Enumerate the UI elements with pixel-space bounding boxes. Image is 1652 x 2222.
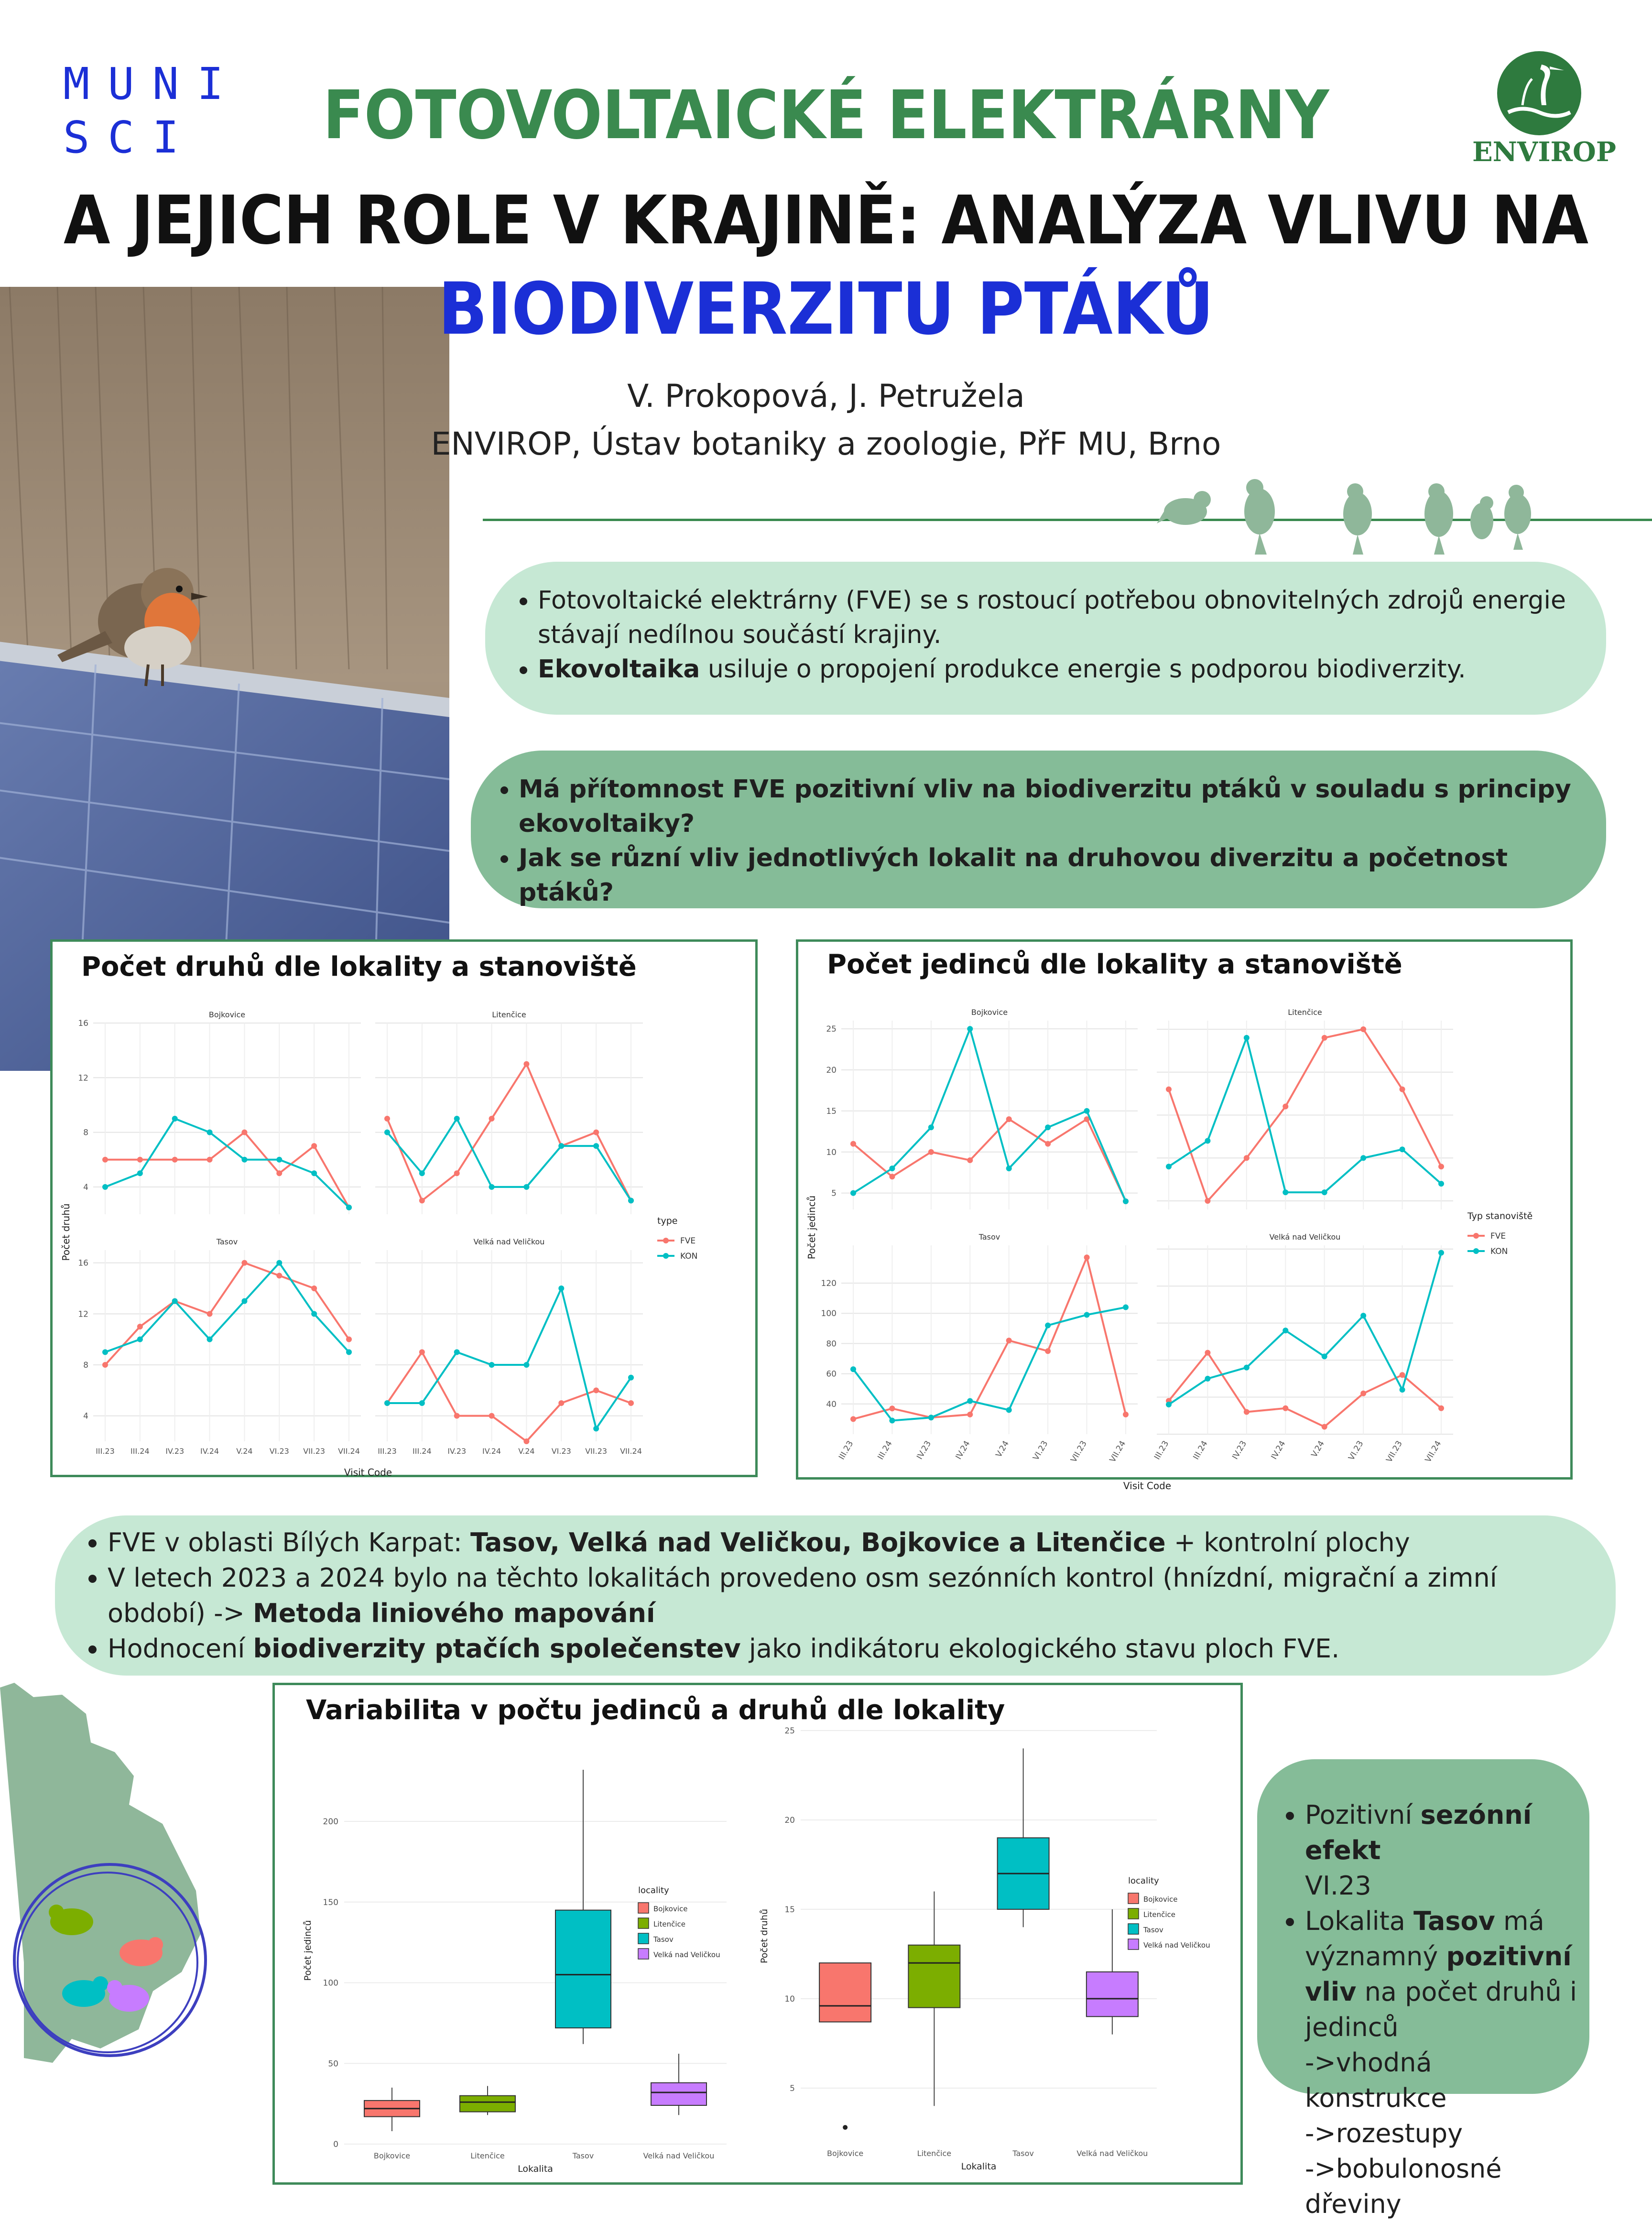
data-point-kon <box>1438 1181 1444 1187</box>
data-point-kon <box>1282 1328 1288 1333</box>
x-tick-label: IV.24 <box>954 1439 972 1461</box>
data-point-kon <box>207 1130 213 1135</box>
data-point-fve <box>1244 1409 1250 1415</box>
data-point-kon <box>1006 1407 1012 1413</box>
result-item-2-bold2: pozitivní vliv <box>1305 1941 1572 2007</box>
legend-key <box>1128 1908 1139 1919</box>
legend-key-point <box>1473 1233 1479 1239</box>
legend-key <box>1128 1939 1139 1950</box>
data-point-kon <box>346 1349 352 1355</box>
result-line-a: ->vhodná konstrukce <box>1305 2048 1447 2113</box>
x-tick-label: IV.24 <box>482 1447 501 1456</box>
y-tick-label: 150 <box>323 1897 338 1907</box>
method-item-3-pre: Hodnocení <box>108 1634 253 1664</box>
data-point-fve <box>1400 1372 1405 1378</box>
data-point-kon <box>558 1285 564 1291</box>
legend-label: Tasov <box>1143 1926 1163 1934</box>
data-point-fve <box>593 1387 599 1393</box>
data-point-kon <box>137 1337 143 1342</box>
data-point-kon <box>558 1143 564 1149</box>
x-tick-label: VI.23 <box>1347 1439 1366 1462</box>
x-tick-label: Bojkovice <box>373 2151 411 2160</box>
result-item-1-bold: sezónní efekt <box>1305 1800 1532 1865</box>
y-tick-label: 12 <box>78 1309 88 1319</box>
data-point-fve <box>1438 1164 1444 1169</box>
result-item-1 <box>1305 1797 1580 1904</box>
x-tick-label: Velká nad Veličkou <box>643 2151 715 2160</box>
data-point-kon <box>850 1190 856 1196</box>
data-point-kon <box>102 1349 108 1355</box>
legend-label: KON <box>680 1252 698 1261</box>
data-point-kon <box>1084 1312 1090 1318</box>
data-point-fve <box>172 1157 178 1163</box>
title-line-2: A JEJICH ROLE V KRAJINĚ: ANALÝZA VLIVU NA <box>63 182 1589 260</box>
data-point-kon <box>523 1362 529 1368</box>
data-point-fve <box>311 1143 317 1149</box>
y-tick-label: 16 <box>78 1258 88 1268</box>
data-point-kon <box>489 1184 495 1190</box>
data-point-fve <box>102 1157 108 1163</box>
method-item-3-post: jako indikátoru ekologického stavu ploch FVE. <box>740 1634 1340 1664</box>
data-point-fve <box>419 1349 425 1355</box>
result-item-1-pre: Pozitivní <box>1305 1800 1421 1830</box>
data-point-kon <box>384 1400 390 1406</box>
data-point-fve <box>628 1400 634 1406</box>
x-tick-label: V.24 <box>236 1447 253 1456</box>
y-axis-label: Počet druhů <box>759 1908 770 1964</box>
data-point-fve <box>928 1149 934 1155</box>
box-outlier <box>843 2125 848 2130</box>
y-tick-label: 15 <box>826 1106 837 1116</box>
envirop-logo-emblem <box>1496 50 1582 138</box>
data-point-kon <box>1166 1402 1172 1407</box>
muni-logo-line1: MUNI <box>63 58 242 109</box>
result-item-2-mid: má významný <box>1305 1906 1544 1971</box>
x-tick-label: VI.23 <box>551 1447 571 1456</box>
data-point-fve <box>102 1362 108 1368</box>
data-point-fve <box>1282 1405 1288 1411</box>
method-item-1-post: + kontrolní plochy <box>1165 1527 1410 1558</box>
data-point-fve <box>276 1170 282 1176</box>
authors: V. Prokopová, J. Petružela <box>627 378 1025 414</box>
y-tick-label: 8 <box>83 1361 88 1370</box>
facet-title: Litenčice <box>1288 1008 1322 1017</box>
data-point-kon <box>889 1165 895 1171</box>
affiliation: ENVIROP, Ústav botaniky a zoologie, PřF MU, Brno <box>431 425 1221 462</box>
box-0 <box>819 1963 871 2022</box>
y-tick-label: 60 <box>826 1369 837 1379</box>
result-item-2-pre: Lokalita <box>1305 1906 1414 1936</box>
x-tick-label: Tasov <box>1012 2149 1034 2158</box>
x-tick-label: IV.23 <box>1230 1439 1249 1461</box>
y-tick-label: 0 <box>333 2140 338 2149</box>
legend-label: Litenčice <box>653 1920 686 1928</box>
legend-key-point <box>663 1253 669 1259</box>
data-point-fve <box>967 1412 973 1417</box>
data-point-fve <box>137 1157 143 1163</box>
data-point-fve <box>241 1260 247 1266</box>
envirop-logo-text: ENVIROP <box>1472 136 1616 168</box>
data-point-fve <box>454 1413 460 1419</box>
method-item-2-bold: Metoda liniového mapování <box>253 1598 655 1628</box>
data-point-fve <box>489 1413 495 1419</box>
birds-on-line-illustration <box>1157 478 1539 561</box>
data-point-kon <box>384 1130 390 1135</box>
x-tick-label: IV.23 <box>165 1447 185 1456</box>
x-tick-label: III.23 <box>1152 1439 1171 1461</box>
data-point-kon <box>1322 1353 1327 1359</box>
data-point-kon <box>593 1426 599 1431</box>
data-point-fve <box>1438 1405 1444 1411</box>
data-point-fve <box>384 1116 390 1122</box>
legend-label: Tasov <box>653 1935 674 1944</box>
data-point-fve <box>489 1116 495 1122</box>
x-tick-label: VI.23 <box>269 1447 289 1456</box>
data-point-kon <box>1123 1305 1129 1310</box>
legend-label: FVE <box>680 1236 696 1246</box>
intro-item-2-bold: Ekovoltaika <box>538 655 700 684</box>
data-point-kon <box>1360 1155 1366 1161</box>
data-point-kon <box>1205 1138 1210 1144</box>
facet-title: Velká nad Veličkou <box>473 1237 545 1246</box>
intro-item-1: • Fotovoltaické elektrárny (FVE) se s rostoucí potřebou obnovitelných zdrojů energie stávají nedílnou součástí krajiny. <box>538 583 1577 652</box>
individuals-chart-title: Počet jedinců dle lokality a stanoviště <box>827 949 1402 980</box>
data-point-fve <box>593 1130 599 1135</box>
x-tick-label: III.24 <box>413 1447 432 1456</box>
data-point-fve <box>850 1141 856 1147</box>
questions-bubble <box>471 751 1606 908</box>
legend-label: Bojkovice <box>1143 1895 1178 1904</box>
method-item-2 <box>108 1560 1597 1631</box>
legend-label: KON <box>1490 1247 1508 1256</box>
data-point-fve <box>1360 1391 1366 1396</box>
data-point-fve <box>1006 1338 1012 1343</box>
data-point-kon <box>1244 1365 1250 1371</box>
data-point-fve <box>241 1130 247 1135</box>
x-tick-label: III.24 <box>1191 1439 1210 1461</box>
y-tick-label: 20 <box>826 1066 837 1076</box>
y-tick-label: 100 <box>323 1978 338 1988</box>
x-tick-label: IV.24 <box>200 1447 219 1456</box>
intro-item-2 <box>538 652 1577 686</box>
box-plots <box>275 1685 1240 2182</box>
x-axis-label: Visit Code <box>344 1467 392 1478</box>
box-2 <box>555 1910 611 2028</box>
data-point-kon <box>489 1362 495 1368</box>
result-item-2 <box>1305 1904 1580 2045</box>
y-tick-label: 20 <box>784 1815 795 1825</box>
x-tick-label: VII.23 <box>1384 1439 1404 1464</box>
data-point-kon <box>593 1143 599 1149</box>
box-3 <box>651 2083 706 2105</box>
method-item-1 <box>108 1525 1597 1560</box>
data-point-kon <box>523 1184 529 1190</box>
x-tick-label: III.24 <box>876 1439 894 1461</box>
x-tick-label: Tasov <box>572 2151 594 2160</box>
variability-panel <box>272 1683 1243 2185</box>
y-axis-label: Počet jedinců <box>303 1920 313 1981</box>
data-point-fve <box>967 1157 973 1163</box>
data-point-kon <box>311 1311 317 1317</box>
data-point-kon <box>1045 1124 1051 1130</box>
data-point-kon <box>102 1184 108 1190</box>
x-axis-label: Visit Code <box>1123 1480 1172 1492</box>
data-point-fve <box>1205 1198 1210 1204</box>
data-point-fve <box>1360 1026 1366 1032</box>
data-point-fve <box>1084 1254 1090 1260</box>
x-tick-label: Litenčice <box>470 2151 505 2160</box>
method-item-3-bold: biodiverzity ptačích společenstev <box>253 1634 741 1664</box>
data-point-fve <box>346 1337 352 1342</box>
legend-key <box>1128 1924 1139 1934</box>
muni-logo-line2: SCI <box>63 112 197 163</box>
y-axis-label: Počet druhů <box>60 1203 72 1261</box>
facet-panel <box>375 1250 643 1441</box>
x-tick-label: III.24 <box>130 1447 150 1456</box>
y-tick-label: 5 <box>831 1188 837 1198</box>
data-point-kon <box>1006 1165 1012 1171</box>
x-tick-label: VII.24 <box>1423 1439 1444 1464</box>
data-point-kon <box>419 1400 425 1406</box>
data-point-fve <box>523 1438 529 1444</box>
data-point-fve <box>137 1324 143 1329</box>
legend-label: Bojkovice <box>653 1905 688 1913</box>
data-point-kon <box>241 1157 247 1163</box>
y-tick-label: 200 <box>323 1817 338 1827</box>
facet-title: Litenčice <box>492 1010 526 1019</box>
variability-title: Variabilita v počtu jedinců a druhů dle lokality <box>306 1695 1005 1726</box>
legend-key <box>638 1918 649 1928</box>
data-point-kon <box>628 1375 634 1381</box>
y-tick-label: 10 <box>784 1994 795 2004</box>
data-point-kon <box>207 1337 213 1342</box>
data-point-fve <box>1282 1104 1288 1110</box>
data-point-fve <box>1123 1412 1129 1417</box>
data-point-fve <box>1045 1141 1051 1147</box>
data-point-fve <box>276 1273 282 1278</box>
data-point-fve <box>850 1416 856 1422</box>
x-tick-label: V.24 <box>1309 1439 1327 1460</box>
legend-label: FVE <box>1490 1231 1506 1241</box>
question-1: • Má přítomnost FVE pozitivní vliv na biodiverzitu ptáků v souladu s principy ekovoltaiky? <box>519 772 1577 841</box>
data-point-fve <box>207 1157 213 1163</box>
data-point-kon <box>1322 1189 1327 1195</box>
y-tick-label: 80 <box>826 1339 837 1349</box>
legend-key <box>638 1949 649 1959</box>
data-point-kon <box>454 1116 460 1122</box>
y-tick-label: 25 <box>826 1024 837 1035</box>
facet-panel <box>1157 1245 1453 1434</box>
data-point-kon <box>967 1398 973 1404</box>
x-tick-label: VII.24 <box>1108 1439 1128 1464</box>
x-axis-label: Lokalita <box>518 2164 553 2174</box>
facet-panel <box>93 1023 361 1214</box>
y-tick-label: 50 <box>328 2059 338 2069</box>
legend-title: locality <box>1128 1876 1159 1886</box>
data-point-kon <box>850 1366 856 1372</box>
data-point-kon <box>889 1418 895 1424</box>
data-point-fve <box>1006 1116 1012 1122</box>
y-tick-label: 15 <box>784 1905 795 1915</box>
data-point-fve <box>523 1061 529 1067</box>
x-tick-label: VII.23 <box>303 1447 326 1456</box>
facet-title: Bojkovice <box>208 1010 246 1019</box>
y-tick-label: 4 <box>83 1182 88 1192</box>
data-point-fve <box>889 1174 895 1179</box>
legend-key <box>638 1933 649 1944</box>
x-tick-label: VII.23 <box>585 1447 608 1456</box>
data-point-kon <box>419 1170 425 1176</box>
data-point-fve <box>454 1170 460 1176</box>
data-point-kon <box>1166 1164 1172 1169</box>
data-point-kon <box>1045 1322 1051 1328</box>
data-point-kon <box>1400 1387 1405 1393</box>
methods-bubble <box>55 1515 1616 1676</box>
y-tick-label: 5 <box>790 2083 795 2093</box>
data-point-kon <box>1400 1146 1405 1152</box>
data-point-kon <box>1123 1198 1129 1204</box>
x-tick-label: IV.23 <box>447 1447 467 1456</box>
y-tick-label: 8 <box>83 1128 88 1138</box>
data-point-kon <box>1438 1250 1444 1255</box>
data-point-kon <box>1084 1108 1090 1114</box>
result-line-c: ->bobulonosné dřeviny <box>1305 2154 1502 2219</box>
x-tick-label: IV.23 <box>915 1439 934 1461</box>
question-2: • Jak se různí vliv jednotlivých lokalit na druhovou diverzitu a početnost ptáků? <box>519 841 1577 910</box>
data-point-fve <box>1322 1035 1327 1041</box>
data-point-fve <box>889 1405 895 1411</box>
x-tick-label: III.23 <box>378 1447 397 1456</box>
y-tick-label: 40 <box>826 1399 837 1409</box>
data-point-kon <box>928 1124 934 1130</box>
species-line-chart <box>53 942 755 1478</box>
data-point-fve <box>1166 1087 1172 1092</box>
individuals-chart-panel <box>796 939 1573 1492</box>
data-point-fve <box>1322 1424 1327 1430</box>
data-point-kon <box>241 1298 247 1304</box>
data-point-kon <box>137 1170 143 1176</box>
x-tick-label: VII.23 <box>1069 1439 1089 1464</box>
legend-label: Velká nad Veličkou <box>1143 1941 1210 1950</box>
x-tick-label: Velká nad Veličkou <box>1076 2149 1148 2158</box>
result-item-2-bold1: Tasov <box>1413 1906 1495 1936</box>
data-point-kon <box>454 1349 460 1355</box>
x-tick-label: VII.24 <box>620 1447 642 1456</box>
data-point-fve <box>419 1198 425 1203</box>
x-tick-label: VI.23 <box>1031 1439 1050 1462</box>
results-bubble <box>1257 1759 1589 2219</box>
x-tick-label: V.24 <box>518 1447 535 1456</box>
data-point-kon <box>276 1260 282 1266</box>
y-tick-label: 12 <box>78 1073 88 1083</box>
intro-bubble <box>485 562 1606 715</box>
x-tick-label: IV.24 <box>1269 1439 1288 1461</box>
facet-panel <box>841 1021 1138 1209</box>
data-point-kon <box>172 1116 178 1122</box>
box-1 <box>908 1945 960 2008</box>
czech-map-illustration <box>0 1683 249 2205</box>
y-tick-label: 4 <box>83 1411 88 1421</box>
x-axis-label: Lokalita <box>961 2161 997 2172</box>
data-point-kon <box>928 1415 934 1420</box>
x-tick-label: Bojkovice <box>827 2149 864 2158</box>
y-axis-label: Počet jedinců <box>806 1195 817 1260</box>
data-point-kon <box>311 1170 317 1176</box>
title-line-3: BIODIVERZITU PTÁKŮ <box>438 268 1214 351</box>
legend-title: locality <box>638 1885 669 1895</box>
data-point-fve <box>1400 1087 1405 1092</box>
legend-key-point <box>663 1238 669 1243</box>
legend-label: Litenčice <box>1143 1910 1176 1919</box>
y-tick-label: 10 <box>826 1147 837 1157</box>
facet-title: Bojkovice <box>971 1008 1008 1017</box>
method-item-3 <box>108 1631 1597 1666</box>
legend-title: Typ stanoviště <box>1467 1211 1533 1221</box>
data-point-kon <box>172 1298 178 1304</box>
facet-title: Tasov <box>978 1232 1000 1242</box>
result-item-2-post: na počet druhů i jedinců <box>1305 1977 1577 2042</box>
species-chart-title: Počet druhů dle lokality a stanoviště <box>81 951 637 982</box>
y-tick-label: 16 <box>78 1019 88 1028</box>
legend-key <box>1128 1893 1139 1904</box>
method-item-2-pre: V letech 2023 a 2024 bylo na těchto lokalitách provedeno osm sezónních kontrol (hnízdní, migrační a zimní období) -> <box>108 1563 1497 1628</box>
y-tick-label: 25 <box>784 1726 795 1736</box>
legend-label: Velká nad Veličkou <box>653 1950 720 1959</box>
result-line-b: ->rozestupy <box>1305 2118 1463 2148</box>
facet-title: Velká nad Veličkou <box>1269 1232 1341 1242</box>
individuals-line-chart <box>798 942 1570 1492</box>
result-item-1-post: VI.23 <box>1305 1871 1371 1901</box>
method-item-1-bold: Tasov, Velká nad Veličkou, Bojkovice a Litenčice <box>470 1527 1166 1558</box>
data-point-kon <box>346 1205 352 1210</box>
legend-key <box>638 1903 649 1913</box>
y-tick-label: 100 <box>821 1309 837 1319</box>
y-tick-label: 120 <box>821 1279 837 1288</box>
data-point-kon <box>628 1198 634 1203</box>
data-point-kon <box>1360 1313 1366 1318</box>
data-point-kon <box>1244 1035 1250 1041</box>
box-1 <box>460 2096 515 2112</box>
x-tick-label: Litenčice <box>917 2149 952 2158</box>
data-point-kon <box>1205 1376 1210 1382</box>
legend-key-point <box>1473 1248 1479 1254</box>
title-line-1: FOTOVOLTAICKÉ ELEKTRÁRNY <box>323 76 1329 154</box>
data-point-kon <box>276 1157 282 1163</box>
intro-item-2-text: usiluje o propojení produkce energie s podporou biodiverzity. <box>700 655 1466 684</box>
species-chart-panel <box>50 939 758 1477</box>
data-point-kon <box>1282 1189 1288 1195</box>
data-point-fve <box>207 1311 213 1317</box>
x-tick-label: III.23 <box>837 1439 856 1461</box>
data-point-fve <box>311 1285 317 1291</box>
x-tick-label: V.24 <box>994 1439 1011 1460</box>
data-point-fve <box>1205 1350 1210 1356</box>
x-tick-label: III.23 <box>96 1447 115 1456</box>
data-point-fve <box>1045 1348 1051 1354</box>
x-tick-label: VII.24 <box>338 1447 360 1456</box>
facet-title: Tasov <box>216 1237 238 1246</box>
data-point-kon <box>967 1026 973 1032</box>
facet-panel <box>93 1250 361 1441</box>
data-point-fve <box>558 1400 564 1406</box>
legend-title: type <box>657 1216 678 1226</box>
box-3 <box>1087 1972 1138 2016</box>
method-item-1-pre: FVE v oblasti Bílých Karpat: <box>108 1527 471 1558</box>
data-point-fve <box>1244 1155 1250 1161</box>
